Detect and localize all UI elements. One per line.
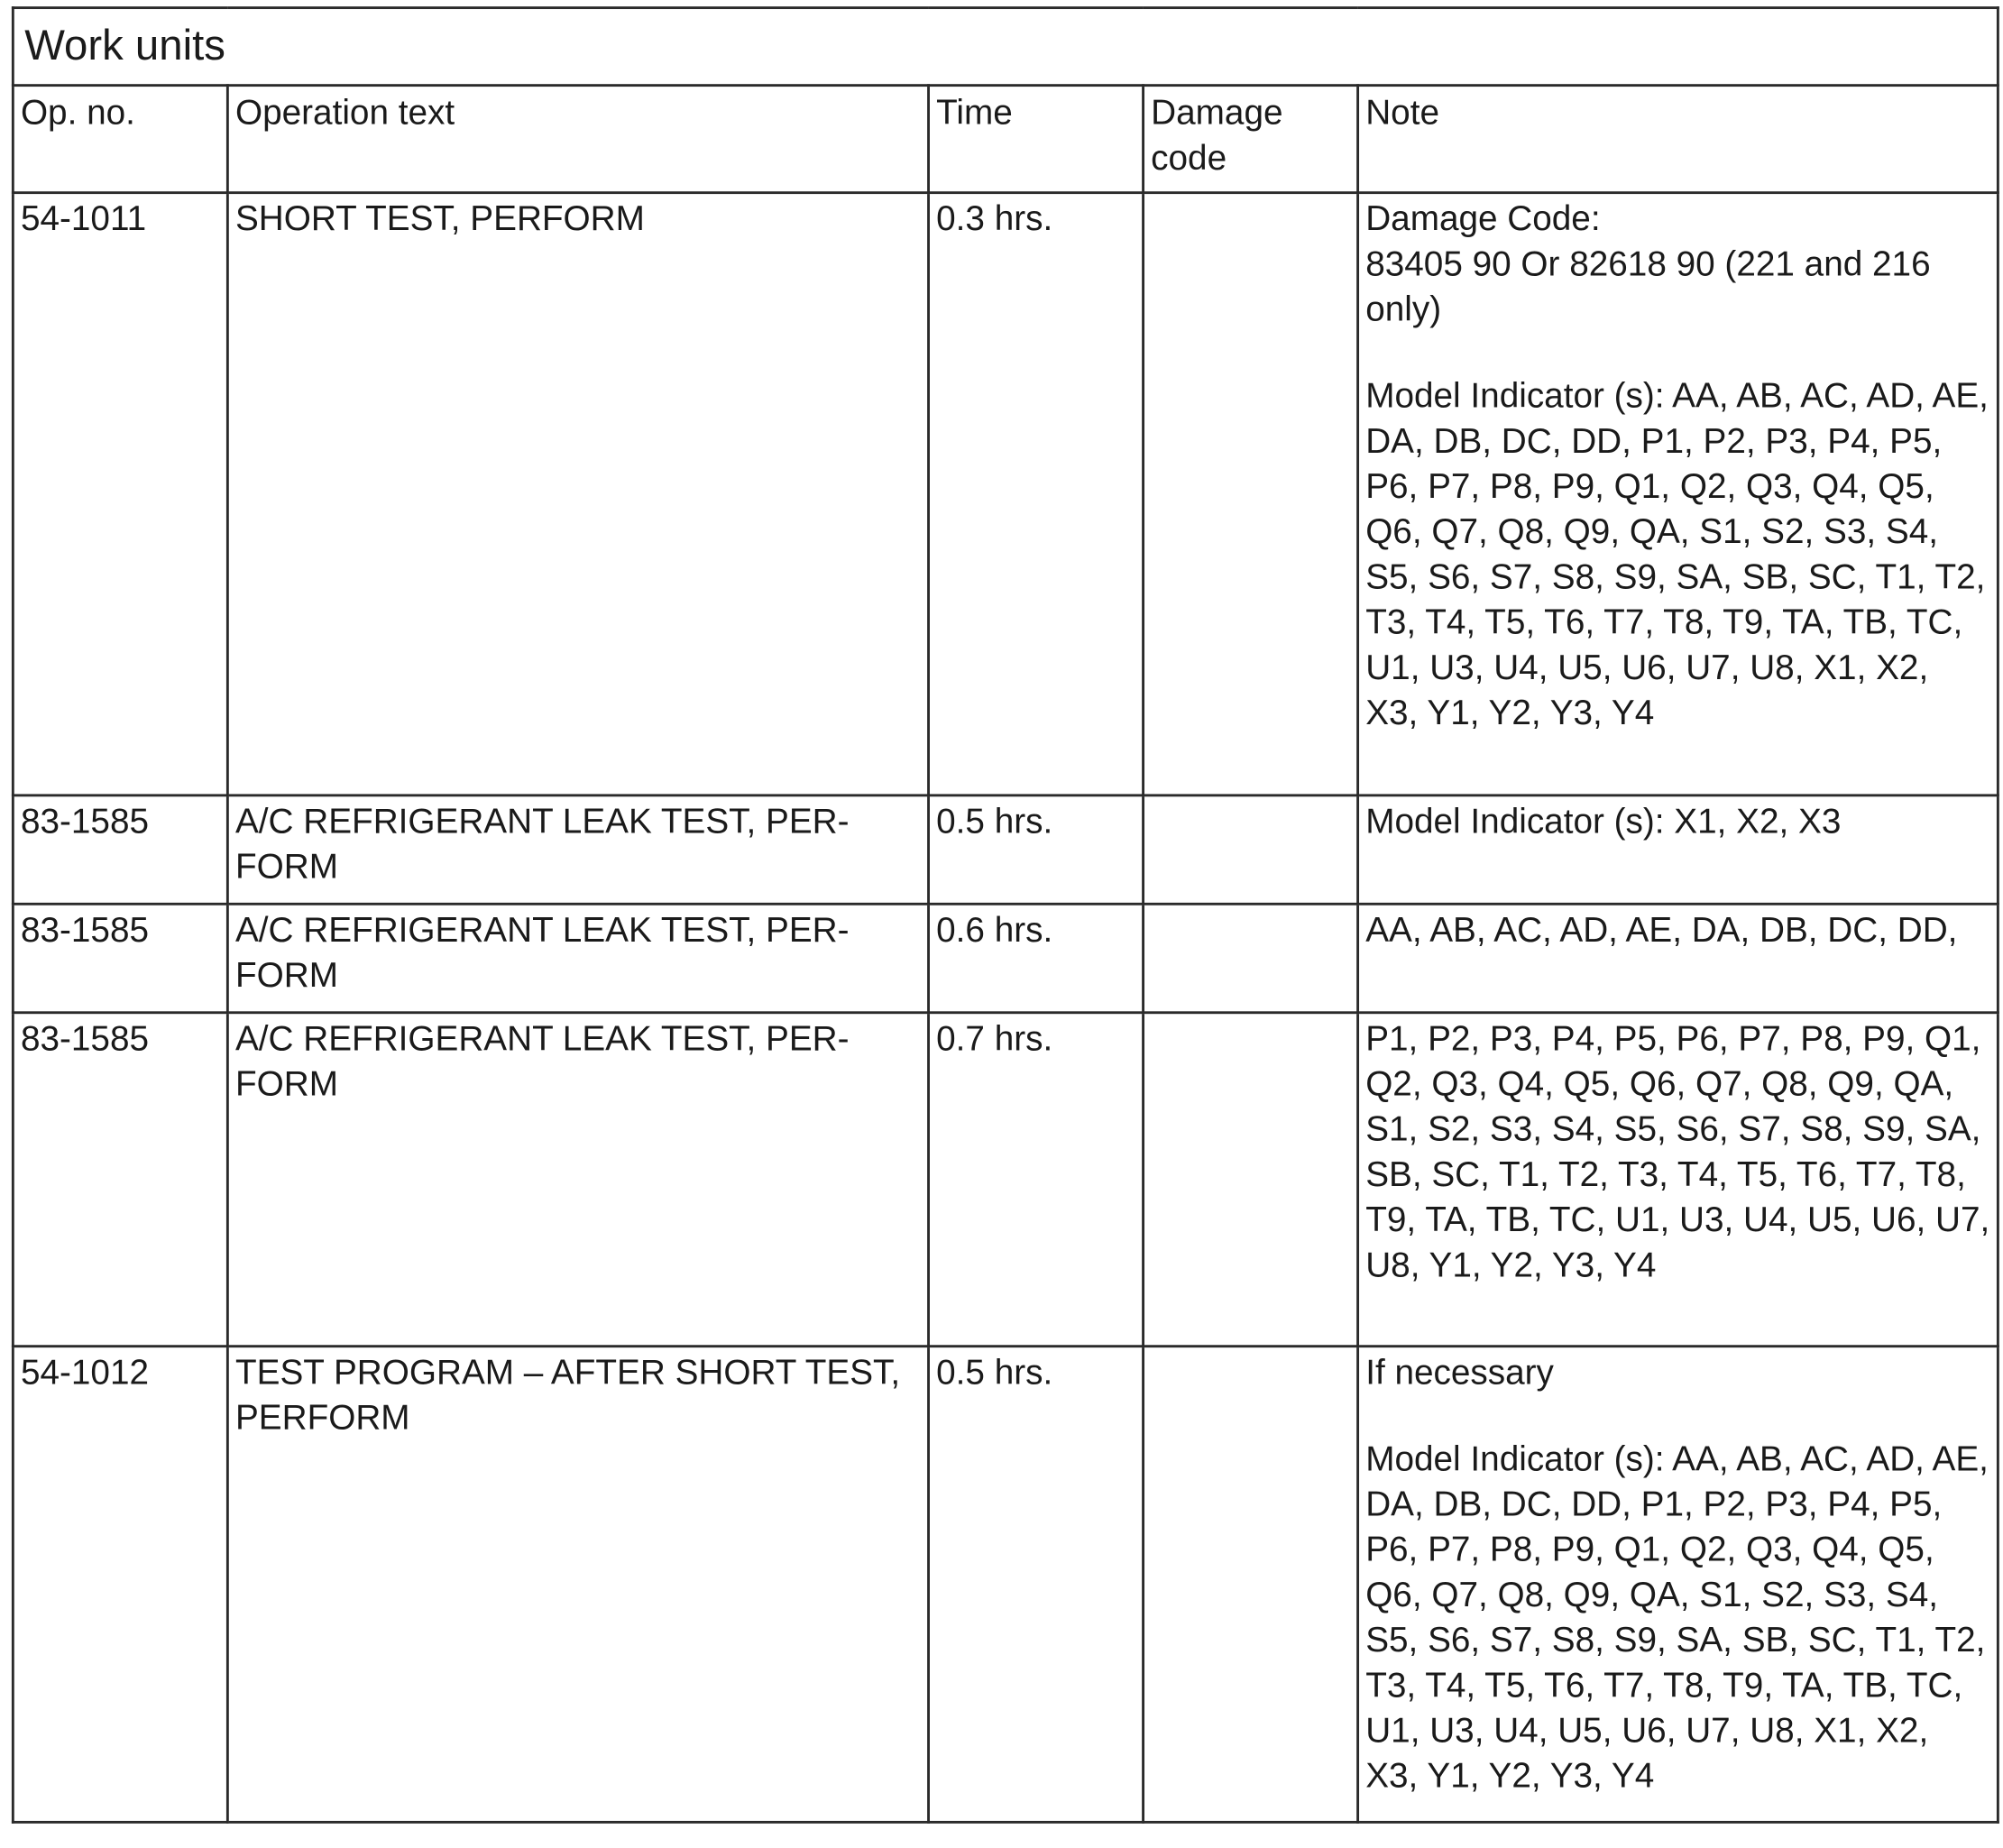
table-row	[13, 904, 1998, 1012]
cell-note: Model Indicator (s): X1, X2, X3	[1358, 795, 1998, 904]
work-units-table	[12, 6, 1999, 1824]
cell-damage-code	[1144, 1347, 1358, 1823]
cell-damage-code	[1144, 795, 1358, 904]
table-row	[13, 193, 1998, 795]
cell-damage-code	[1144, 1013, 1358, 1347]
cell-op-no: 83-1585	[13, 904, 227, 1012]
cell-operation-text: A/C REFRIGERANT LEAK TEST, PER-FORM	[227, 904, 928, 1012]
cell-operation-text: A/C REFRIGERANT LEAK TEST, PER-FORM	[227, 795, 928, 904]
table-row	[13, 1347, 1998, 1823]
cell-note: P1, P2, P3, P4, P5, P6, P7, P8, P9, Q1, Q2, Q3, Q4, Q5, Q6, Q7, Q8, Q9, QA, S1, S2, S3, S4, S5, S6, S7, S8, S9, SA, SB, SC, T1, T2, T3, T4, T5, T6, T7, T8, T9, TA, TB, TC, U1, U3, U4, U5, U6, U7, U8, Y1, Y2, Y3, Y4	[1358, 1013, 1998, 1347]
cell-op-no: 83-1585	[13, 795, 227, 904]
header-damage-code: Damage code	[1144, 86, 1358, 193]
cell-time: 0.3 hrs.	[929, 193, 1144, 795]
cell-time: 0.5 hrs.	[929, 795, 1144, 904]
cell-operation-text: SHORT TEST, PERFORM	[227, 193, 928, 795]
cell-time: 0.5 hrs.	[929, 1347, 1144, 1823]
cell-op-no: 83-1585	[13, 1013, 227, 1347]
cell-damage-code	[1144, 904, 1358, 1012]
header-time: Time	[929, 86, 1144, 193]
table-row	[13, 795, 1998, 904]
note-model-indicators: Model Indicator (s): AA, AB, AC, AD, AE, DA, DB, DC, DD, P1, P2, P3, P4, P5, P6, P7, P8, P9, Q1, Q2, Q3, Q4, Q5, Q6, Q7, Q8, Q9, QA, S1, S2, S3, S4, S5, S6, S7, S8, S9, SA, SB, SC, T1, T2, T3, T4, T5, T6, T7, T8, T9, TA, TB, TC, U1, U3, U4, U5, U6, U7, U8, X1, X2, X3, Y1, Y2, Y3, Y4	[1365, 376, 1998, 732]
cell-note: AA, AB, AC, AD, AE, DA, DB, DC, DD,	[1358, 904, 1998, 1012]
cell-time: 0.7 hrs.	[929, 1013, 1144, 1347]
cell-time: 0.6 hrs.	[929, 904, 1144, 1012]
cell-op-no: 54-1011	[13, 193, 227, 795]
table-row	[13, 1013, 1998, 1347]
cell-note	[1358, 193, 1998, 795]
cell-operation-text: TEST PROGRAM – AFTER SHORT TEST, PERFORM	[227, 1347, 928, 1823]
note-damage-code: Damage Code: 83405 90 Or 82618 90 (221 and 216 only)	[1365, 198, 1931, 329]
header-note: Note	[1358, 86, 1998, 193]
header-op-no: Op. no.	[13, 86, 227, 193]
table-title-row	[13, 8, 1998, 86]
cell-operation-text: A/C REFRIGERANT LEAK TEST, PER-FORM	[227, 1013, 928, 1347]
note-if-necessary: If necessary	[1365, 1352, 1554, 1392]
cell-damage-code	[1144, 193, 1358, 795]
cell-note	[1358, 1347, 1998, 1823]
cell-op-no: 54-1012	[13, 1347, 227, 1823]
header-operation-text: Operation text	[227, 86, 928, 193]
note-spacer	[1365, 1395, 1990, 1437]
note-model-indicators: Model Indicator (s): AA, AB, AC, AD, AE, DA, DB, DC, DD, P1, P2, P3, P4, P5, P6, P7, P8, P9, Q1, Q2, Q3, Q4, Q5, Q6, Q7, Q8, Q9, QA, S1, S2, S3, S4, S5, S6, S7, S8, S9, SA, SB, SC, T1, T2, T3, T4, T5, T6, T7, T8, T9, TA, TB, TC, U1, U3, U4, U5, U6, U7, U8, X1, X2, X3, Y1, Y2, Y3, Y4	[1365, 1439, 1998, 1796]
table-header-row	[13, 86, 1998, 193]
table-title: Work units	[13, 8, 1998, 86]
note-spacer	[1365, 333, 1990, 374]
